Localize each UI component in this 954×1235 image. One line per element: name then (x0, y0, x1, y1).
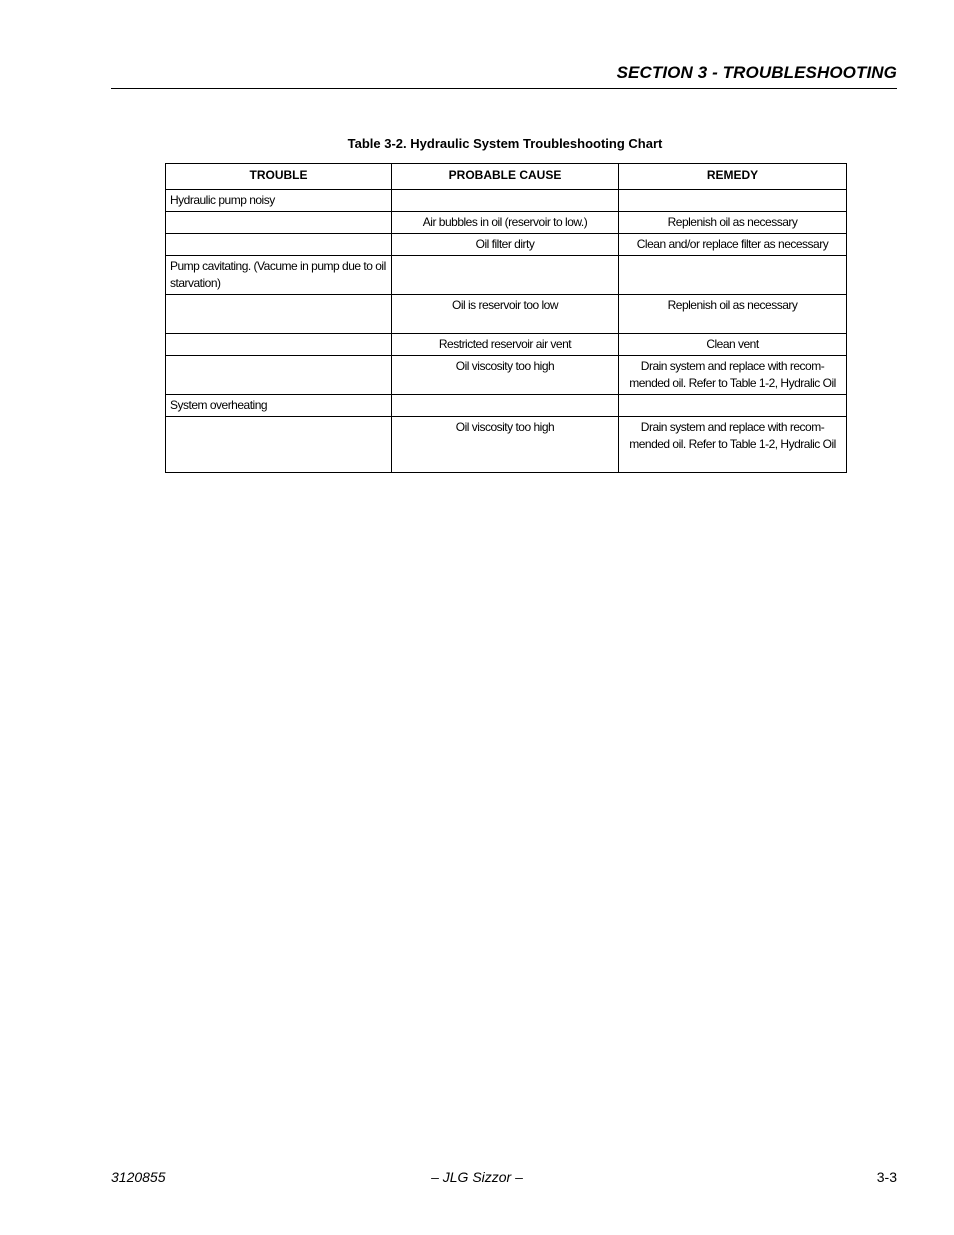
table-row (166, 190, 847, 212)
remedy-cell: Drain system and replace with recom-mended oil. Refer to Table 1-2, Hydralic Oil (619, 356, 847, 395)
table-row (166, 234, 847, 256)
cause-cell: Oil is reservoir too low (392, 295, 619, 334)
table-row (166, 256, 847, 295)
remedy-cell: Clean vent (619, 334, 847, 356)
header-rule (111, 88, 897, 89)
table-row (166, 295, 847, 334)
column-header-probable-cause: PROBABLE CAUSE (392, 164, 619, 190)
table-row (166, 417, 847, 473)
column-header-remedy: REMEDY (619, 164, 847, 190)
column-header-trouble: TROUBLE (166, 164, 392, 190)
table-caption: Table 3-2. Hydraulic System Troubleshooting Chart (347, 136, 663, 151)
remedy-cell: Clean and/or replace filter as necessary (619, 234, 847, 256)
trouble-cell (166, 234, 392, 256)
trouble-cell: Pump cavitating. (Vacume in pump due to oil starvation) (166, 256, 392, 295)
cause-cell: Air bubbles in oil (reservoir to low.) (392, 212, 619, 234)
table-row (166, 395, 847, 417)
product-name: – JLG Sizzor – (431, 1169, 523, 1185)
cause-cell: Oil viscosity too high (392, 356, 619, 395)
cause-cell: Oil viscosity too high (392, 417, 619, 473)
table-header-row (166, 164, 847, 190)
remedy-cell (619, 395, 847, 417)
page-number: 3-3 (876, 1169, 897, 1185)
trouble-cell: Hydraulic pump noisy (166, 190, 392, 212)
trouble-cell (166, 417, 392, 473)
troubleshooting-table (165, 163, 847, 473)
trouble-cell (166, 334, 392, 356)
table-row (166, 212, 847, 234)
trouble-cell (166, 356, 392, 395)
trouble-cell: System overheating (166, 395, 392, 417)
trouble-cell (166, 212, 392, 234)
cause-cell (392, 395, 619, 417)
table-row (166, 356, 847, 395)
remedy-cell (619, 190, 847, 212)
cause-cell: Oil filter dirty (392, 234, 619, 256)
doc-number: 3120855 (111, 1169, 166, 1185)
cause-cell: Restricted reservoir air vent (392, 334, 619, 356)
remedy-cell: Replenish oil as necessary (619, 212, 847, 234)
remedy-cell: Replenish oil as necessary (619, 295, 847, 334)
remedy-cell: Drain system and replace with recom-mended oil. Refer to Table 1-2, Hydralic Oil (619, 417, 847, 473)
remedy-cell (619, 256, 847, 295)
cause-cell (392, 190, 619, 212)
section-title: SECTION 3 - TROUBLESHOOTING (616, 63, 897, 82)
trouble-cell (166, 295, 392, 334)
cause-cell (392, 256, 619, 295)
table-row (166, 334, 847, 356)
